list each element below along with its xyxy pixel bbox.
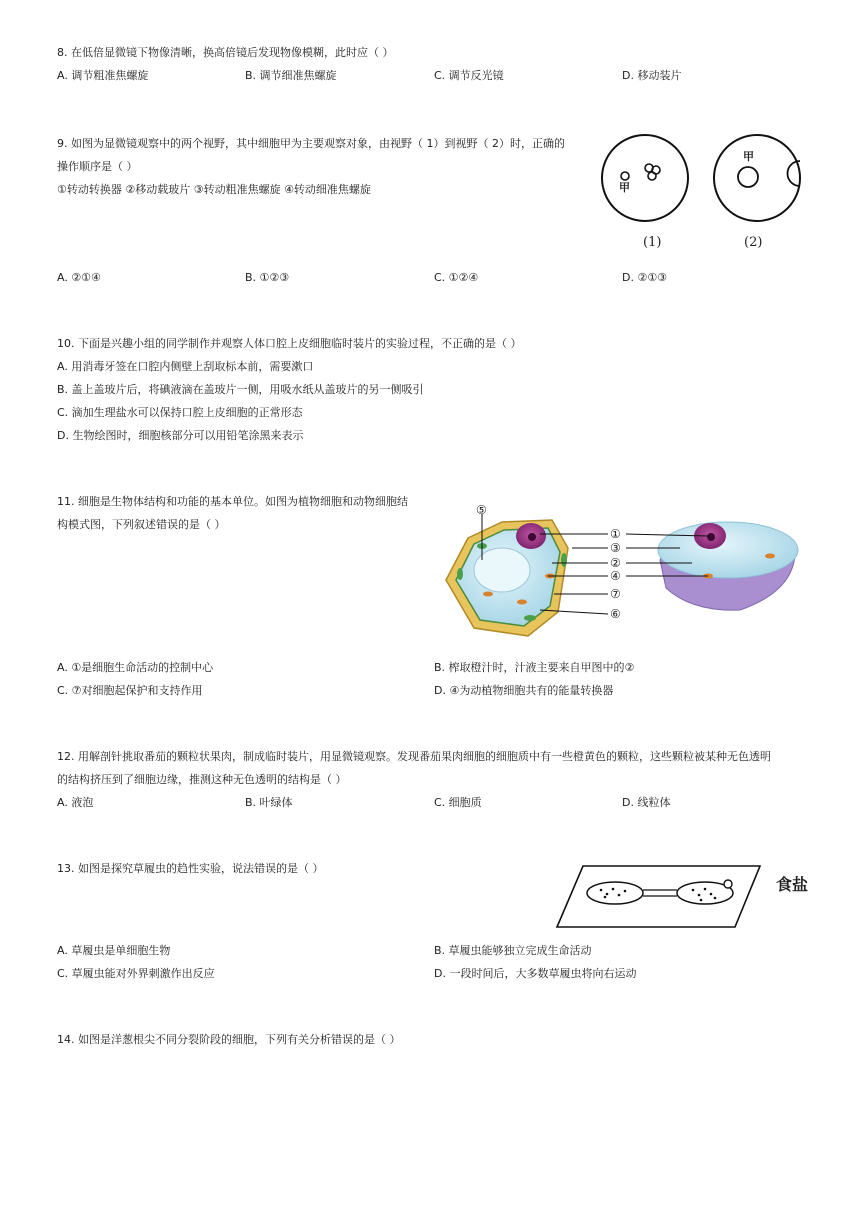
figure-label-6: ⑥ bbox=[610, 607, 621, 621]
q8-option-b[interactable]: B. 调节细准焦螺旋 bbox=[245, 69, 337, 82]
field-2 bbox=[714, 135, 800, 221]
q11-option-d[interactable]: D. ④为动植物细胞共有的能量转换器 bbox=[434, 684, 614, 697]
q13-stem: 13. 如图是探究草履虫的趋性实验，说法错误的是（ ） bbox=[57, 862, 324, 875]
q12-stem-line2: 的结构挤压到了细胞边缘，推测这种无色透明的结构是（ ） bbox=[57, 773, 347, 786]
q13-option-d[interactable]: D. 一段时间后，大多数草履虫将向右运动 bbox=[434, 967, 637, 980]
field-1 bbox=[602, 135, 688, 221]
paramecium-experiment-figure bbox=[555, 860, 765, 930]
q11-stem-line1: 11. 细胞是生物体结构和功能的基本单位。如图为植物细胞和动物细胞结 bbox=[57, 495, 408, 508]
field-1-caption: (1) bbox=[643, 235, 662, 250]
q12-option-c[interactable]: C. 细胞质 bbox=[434, 796, 482, 809]
q8-stem: 8. 在低倍显微镜下物像清晰，换高倍镜后发现物像模糊，此时应（ ） bbox=[57, 46, 394, 59]
q13-option-a[interactable]: A. 草履虫是单细胞生物 bbox=[57, 944, 171, 957]
field-1-cell-label: 甲 bbox=[619, 181, 630, 194]
figure-label-3: ③ bbox=[610, 541, 621, 555]
q11-option-a[interactable]: A. ①是细胞生命活动的控制中心 bbox=[57, 661, 214, 674]
q12-option-d[interactable]: D. 线粒体 bbox=[622, 796, 671, 809]
figure-label-2: ② bbox=[610, 556, 621, 570]
q8-option-c[interactable]: C. 调节反光镜 bbox=[434, 69, 504, 82]
q10-option-a[interactable]: A. 用消毒牙签在口腔内侧壁上刮取标本前，需要漱口 bbox=[57, 360, 314, 373]
q10-stem: 10. 下面是兴趣小组的同学制作并观察人体口腔上皮细胞临时装片的实验过程，不正确的是（ ） bbox=[57, 337, 522, 350]
figure-label-4: ④ bbox=[610, 569, 621, 583]
q9-option-d[interactable]: D. ②①③ bbox=[622, 271, 668, 284]
q10-option-c[interactable]: C. 滴加生理盐水可以保持口腔上皮细胞的正常形态 bbox=[57, 406, 303, 419]
q13-option-c[interactable]: C. 草履虫能对外界刺激作出反应 bbox=[57, 967, 215, 980]
q9-option-c[interactable]: C. ①②④ bbox=[434, 271, 479, 284]
q9-stem-line2: 操作顺序是（ ） bbox=[57, 160, 138, 173]
q11-stem-line2: 构模式图，下列叙述错误的是（ ） bbox=[57, 518, 226, 531]
q10-option-d[interactable]: D. 生物绘图时，细胞核部分可以用铅笔涂黑来表示 bbox=[57, 429, 304, 442]
q8-option-a[interactable]: A. 调节粗准焦螺旋 bbox=[57, 69, 149, 82]
figure-label-1: ① bbox=[610, 527, 621, 541]
q12-stem-line1: 12. 用解剖针挑取番茄的颗粒状果肉，制成临时装片，用显微镜观察。发现番茄果肉细胞的细胞质中有一些橙黄色的颗粒，这些颗粒被某种无色透明 bbox=[57, 750, 771, 763]
figure-label-5: ⑤ bbox=[476, 503, 487, 517]
q11-option-b[interactable]: B. 榨取橙汁时，汁液主要来自甲图中的② bbox=[434, 661, 635, 674]
q12-option-b[interactable]: B. 叶绿体 bbox=[245, 796, 293, 809]
q9-steps: ①转动转换器 ②移动载玻片 ③转动粗准焦螺旋 ④转动细准焦螺旋 bbox=[57, 183, 371, 196]
q9-option-b[interactable]: B. ①②③ bbox=[245, 271, 290, 284]
field-2-cell-label: 甲 bbox=[743, 150, 754, 163]
q10-option-b[interactable]: B. 盖上盖玻片后，将碘液滴在盖玻片一侧，用吸水纸从盖玻片的另一侧吸引 bbox=[57, 383, 424, 396]
q9-option-a[interactable]: A. ②①④ bbox=[57, 271, 101, 284]
plant-cell bbox=[446, 520, 568, 636]
microscope-fields-figure bbox=[598, 138, 808, 258]
q8-option-d[interactable]: D. 移动装片 bbox=[622, 69, 682, 82]
q11-option-c[interactable]: C. ⑦对细胞起保护和支持作用 bbox=[57, 684, 203, 697]
q14-stem: 14. 如图是洋葱根尖不同分裂阶段的细胞，下列有关分析错误的是（ ） bbox=[57, 1033, 401, 1046]
figure-label-7: ⑦ bbox=[610, 587, 621, 601]
q9-stem-line1: 9. 如图为显微镜观察中的两个视野，其中细胞甲为主要观察对象，由视野（ 1）到视野（ 2）时，正确的 bbox=[57, 137, 565, 150]
q13-option-b[interactable]: B. 草履虫能够独立完成生命活动 bbox=[434, 944, 592, 957]
salt-label: 食盐 bbox=[776, 875, 809, 894]
q12-option-a[interactable]: A. 液泡 bbox=[57, 796, 94, 809]
cell-structure-figure bbox=[440, 500, 805, 645]
field-2-caption: (2) bbox=[744, 235, 763, 250]
